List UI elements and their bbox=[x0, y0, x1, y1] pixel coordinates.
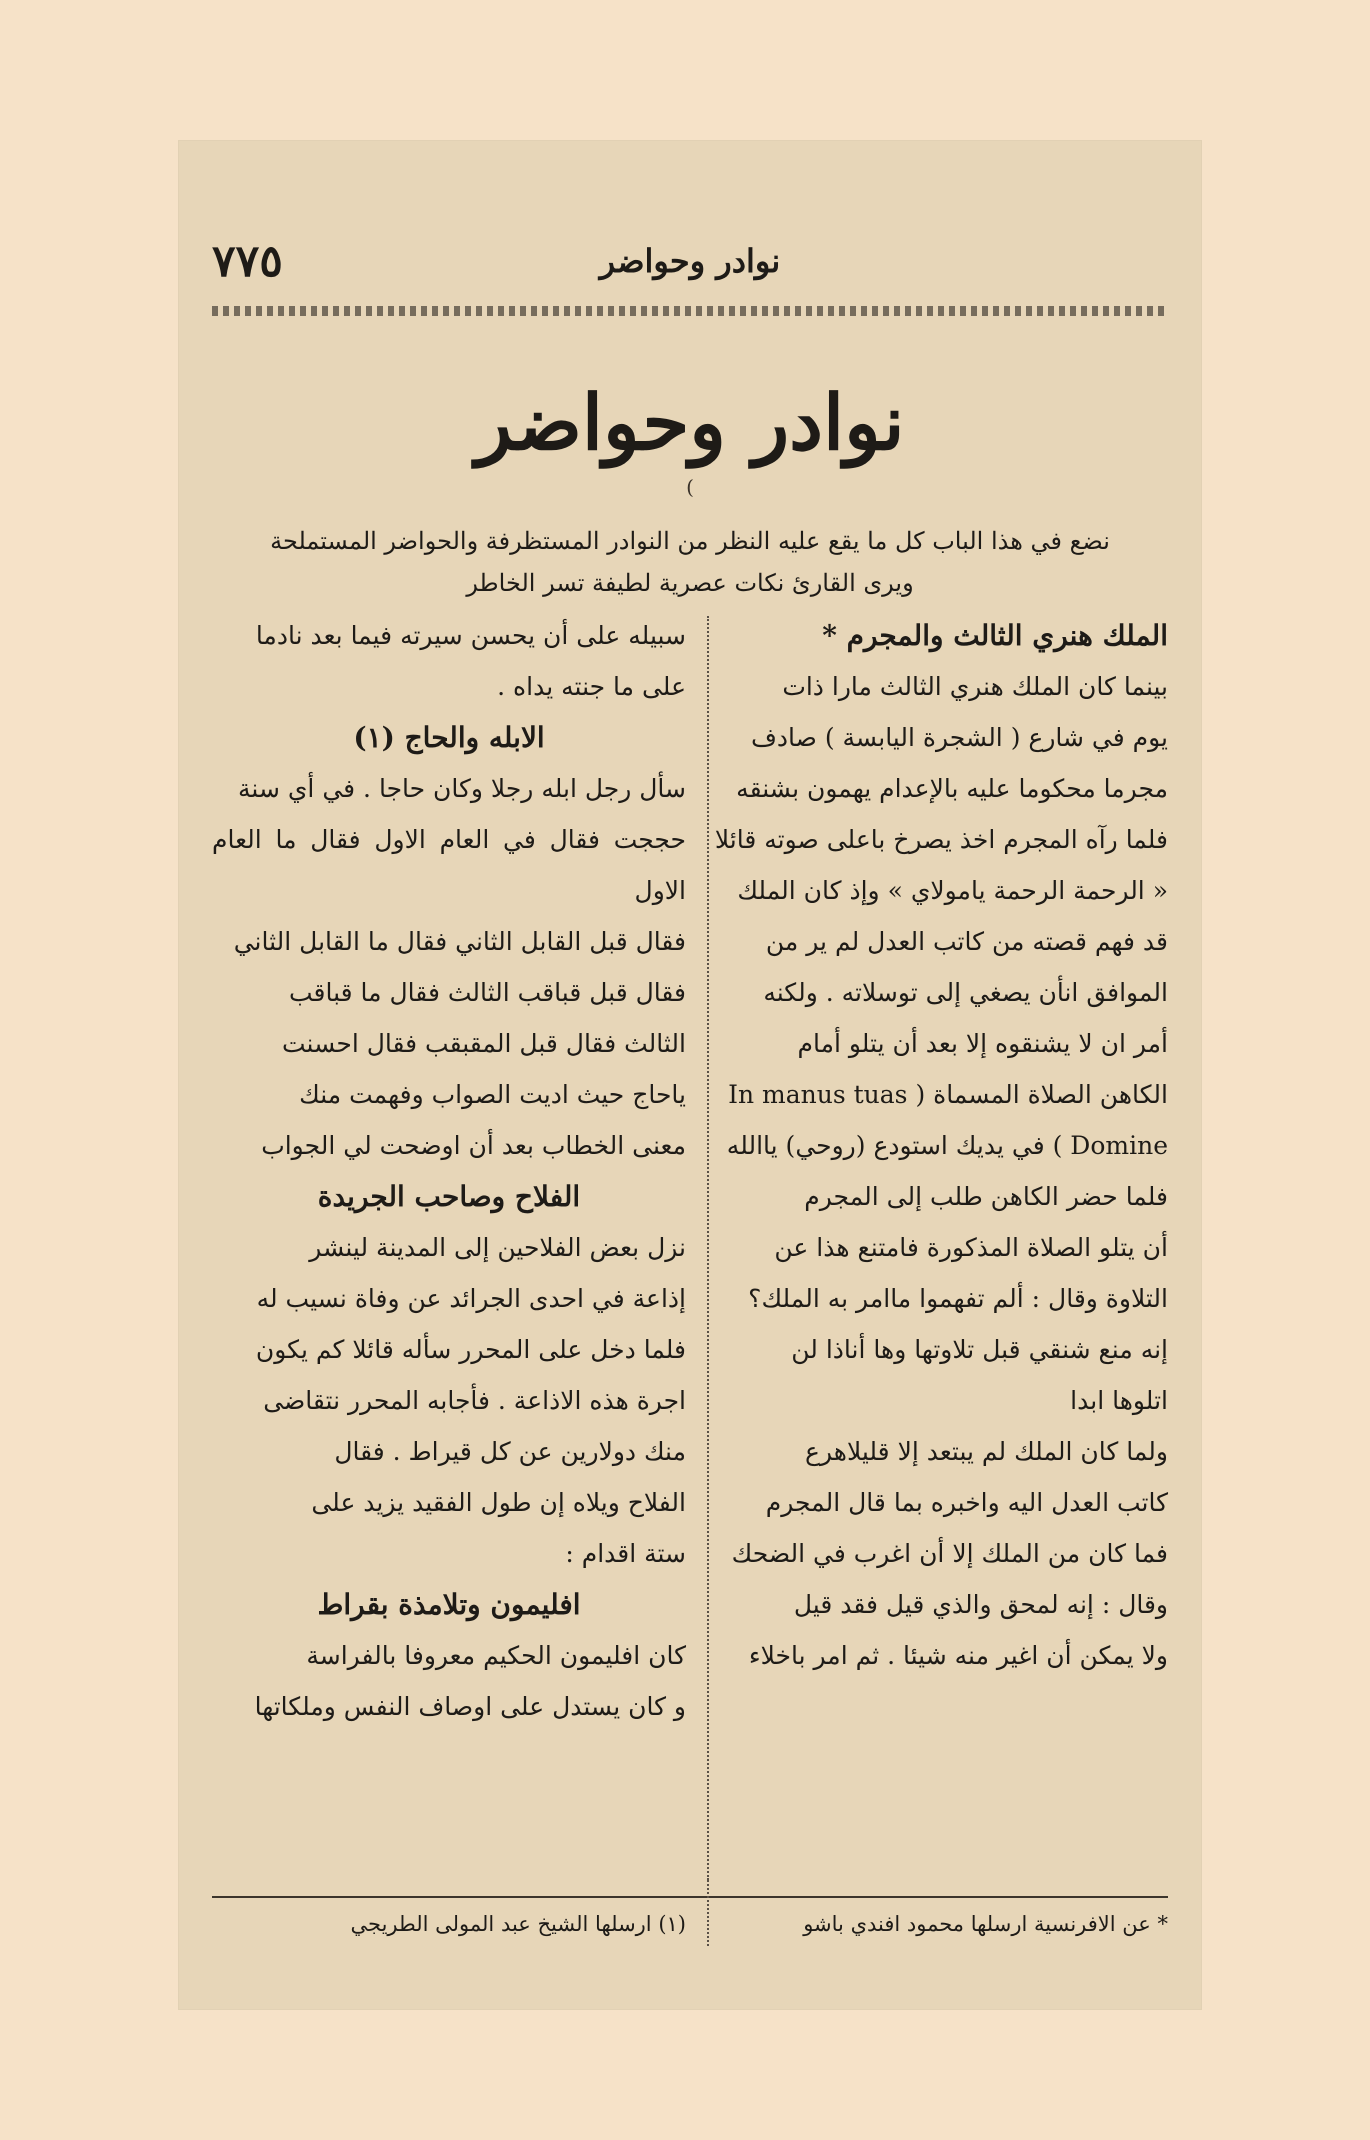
article-text-philemon bbox=[212, 1630, 686, 1732]
text-line: نزل بعض الفلاحين إلى المدينة لينشر bbox=[309, 1233, 686, 1262]
wavy-rule bbox=[212, 306, 1168, 316]
text-line: أمر ان لا يشنقوه إلا بعد أن يتلو أمام bbox=[797, 1029, 1168, 1058]
text-line: اتلوها ابدا bbox=[1070, 1386, 1168, 1415]
text-line: منك دولارين عن كل قيراط . فقال bbox=[334, 1437, 686, 1466]
text-line: ولا يمكن أن اغير منه شيئا . ثم امر باخلاء bbox=[748, 1641, 1168, 1670]
article-text-farmer bbox=[212, 1222, 686, 1579]
text-line: التلاوة وقال : ألم تفهموا ماامر به الملك؟ bbox=[748, 1284, 1168, 1313]
text-line: « الرحمة الرحمة يامولاي » وإذ كان الملك bbox=[737, 876, 1168, 905]
text-line: سبيله على أن يحسن سيرته فيما بعد نادما bbox=[255, 621, 686, 650]
footnote-left: (١) ارسلها الشيخ عبد المولى الطريجي bbox=[350, 1912, 686, 1936]
text-line: اجرة هذه الاذاعة . فأجابه المحرر نتقاضى bbox=[263, 1386, 686, 1415]
left-column bbox=[212, 610, 686, 1886]
article-text-fool bbox=[212, 763, 686, 1171]
intro-line: ويرى القارئ نكات عصرية لطيفة تسر الخاطر bbox=[466, 569, 914, 597]
text-line: الموافق انأن يصغي إلى توسلاته . ولكنه bbox=[763, 978, 1168, 1007]
magazine-page bbox=[178, 140, 1202, 2010]
column-divider bbox=[707, 616, 709, 1880]
intro-line: نضع في هذا الباب كل ما يقع عليه النظر من النوادر المستظرفة والحواضر المستملحة bbox=[270, 527, 1110, 555]
footnote-right: * عن الافرنسية ارسلها محمود افندي باشو bbox=[803, 1912, 1168, 1936]
text-line: وقال : إنه لمحق والذي قيل فقد قيل bbox=[793, 1590, 1168, 1619]
text-line: Domine ) في يديك استودع (روحي) ياالله bbox=[726, 1131, 1168, 1160]
right-column bbox=[694, 610, 1168, 1886]
text-line: إذاعة في احدى الجرائد عن وفاة نسيب له bbox=[256, 1284, 686, 1313]
text-line: الفلاح ويلاه إن طول الفقيد يزيد على bbox=[311, 1488, 686, 1517]
page-number: ٧٧٥ bbox=[212, 236, 283, 287]
intro-paragraph bbox=[226, 520, 1154, 604]
text-line: أن يتلو الصلاة المذكورة فامتنع هذا عن bbox=[774, 1233, 1168, 1262]
text-line: الكاهن الصلاة المسماة ( In manus tuas bbox=[728, 1080, 1168, 1109]
text-line: معنى الخطاب بعد أن اوضحت لي الجواب bbox=[261, 1131, 686, 1160]
text-line: يوم في شارع ( الشجرة اليابسة ) صادف bbox=[750, 723, 1168, 752]
text-line: بينما كان الملك هنري الثالث مارا ذات bbox=[782, 672, 1168, 701]
text-line: فقال قبل القابل الثاني فقال ما القابل الثاني bbox=[233, 927, 686, 956]
two-column-body bbox=[212, 610, 1168, 1886]
running-head bbox=[212, 232, 1168, 292]
text-line: مجرما محكوما عليه بالإعدام يهمون بشنقه bbox=[736, 774, 1168, 803]
text-line: فلما حضر الكاهن طلب إلى المجرم bbox=[804, 1182, 1168, 1211]
text-line: فلما رآه المجرم اخذ يصرخ باعلى صوته قائلا bbox=[714, 825, 1168, 854]
text-line: على ما جنته يداه . bbox=[497, 672, 686, 701]
text-line: حججت فقال في العام الاول فقال ما العام الاول bbox=[212, 825, 686, 905]
text-line: سأل رجل ابله رجلا وكان حاجا . في أي سنة bbox=[238, 774, 686, 803]
text-line: إنه منع شنقي قبل تلاوتها وها أناذا لن bbox=[791, 1335, 1168, 1364]
text-line: الثالث فقال قبل المقبقب فقال احسنت bbox=[281, 1029, 686, 1058]
continuation-text bbox=[212, 610, 686, 712]
text-line: فلما دخل على المحرر سأله قائلا كم يكون bbox=[255, 1335, 686, 1364]
text-line: ياحاج حيث اديت الصواب وفهمت منك bbox=[299, 1080, 686, 1109]
footnote-rule bbox=[212, 1896, 1168, 1898]
title-mark: ( bbox=[686, 475, 694, 499]
text-line: و كان يستدل على اوصاف النفس وملكاتها bbox=[254, 1692, 686, 1721]
text-line: ولما كان الملك لم يبتعد إلا قليلاهرع bbox=[805, 1437, 1168, 1466]
article-text-henry bbox=[694, 661, 1168, 1681]
article-heading-farmer: الفلاح وصاحب الجريدة bbox=[317, 1180, 581, 1213]
text-line: كاتب العدل اليه واخبره بما قال المجرم bbox=[765, 1488, 1168, 1517]
text-line: فقال قبل قباقب الثالث فقال ما قباقب bbox=[289, 978, 686, 1007]
article-heading-henry: الملك هنري الثالث والمجرم * bbox=[822, 619, 1168, 652]
text-line: ستة اقدام : bbox=[565, 1539, 686, 1568]
article-heading-fool: الابله والحاج (١) bbox=[353, 721, 545, 754]
text-line: قد فهم قصته من كاتب العدل لم ير من bbox=[765, 927, 1168, 956]
article-heading-philemon: افليمون وتلامذة بقراط bbox=[317, 1588, 581, 1621]
text-line: كان افليمون الحكيم معروفا بالفراسة bbox=[306, 1641, 686, 1670]
running-title: نوادر وحواضر bbox=[599, 242, 781, 280]
section-title: نوادر وحواضر bbox=[475, 378, 905, 467]
text-line: فما كان من الملك إلا أن اغرب في الضحك bbox=[731, 1539, 1168, 1568]
